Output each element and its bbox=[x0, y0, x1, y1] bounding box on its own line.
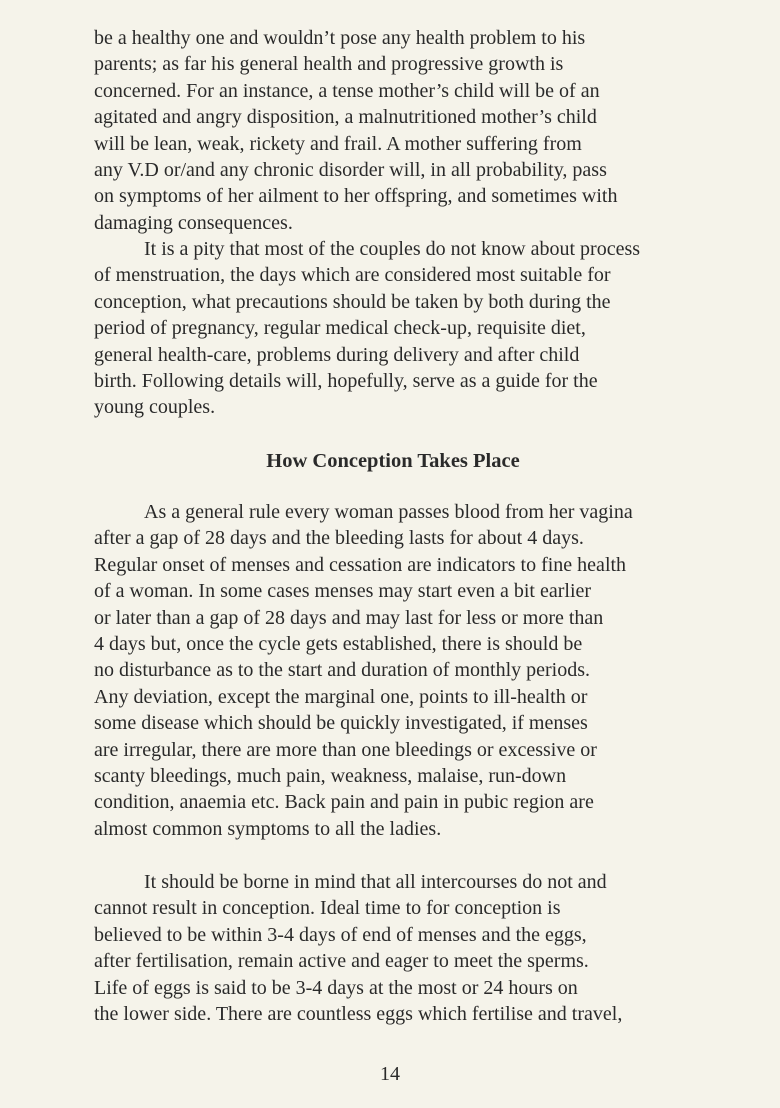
text-line: any V.D or/and any chronic disorder will, in all probability, pass bbox=[94, 158, 607, 181]
text-line: parents; as far his general health and progressive growth is bbox=[94, 53, 564, 76]
text-line: It should be borne in mind that all intercourses do not and bbox=[144, 871, 607, 893]
text-line: of menstruation, the days which are considered most suitable for bbox=[94, 264, 611, 287]
text-line: believed to be within 3-4 days of end of menses and the eggs, bbox=[94, 923, 587, 946]
text-line: the lower side. There are countless eggs which fertilise and travel, bbox=[94, 1002, 623, 1025]
text-line: young couples. bbox=[94, 396, 216, 419]
text-line: concerned. For an instance, a tense mother’s child will be of an bbox=[94, 79, 600, 102]
text-line: 4 days but, once the cycle gets established, there is should be bbox=[94, 632, 583, 655]
text-line: on symptoms of her ailment to her offspring, and sometimes with bbox=[94, 185, 618, 208]
text-line: damaging consequences. bbox=[94, 211, 293, 234]
text-line: Any deviation, except the marginal one, points to ill-health or bbox=[94, 685, 588, 708]
page-number: 14 bbox=[380, 1063, 400, 1085]
text-line: cannot result in conception. Ideal time to for conception is bbox=[94, 897, 561, 920]
text-line: It is a pity that most of the couples do not know about process bbox=[144, 238, 641, 260]
text-line: some disease which should be quickly investigated, if menses bbox=[94, 712, 588, 735]
text-line: general health-care, problems during delivery and after child bbox=[94, 343, 580, 366]
text-line: period of pregnancy, regular medical check-up, requisite diet, bbox=[94, 317, 586, 340]
text-line: condition, anaemia etc. Back pain and pain in pubic region are bbox=[94, 791, 594, 814]
paragraph-1 bbox=[94, 25, 692, 236]
text-line: after a gap of 28 days and the bleeding lasts for about 4 days. bbox=[94, 527, 584, 550]
text-line: birth. Following details will, hopefully, serve as a guide for the bbox=[94, 369, 598, 392]
paragraph-3 bbox=[94, 499, 692, 842]
text-line: scanty bleedings, much pain, weakness, malaise, run-down bbox=[94, 764, 567, 787]
paragraph-2 bbox=[94, 236, 692, 421]
text-line: will be lean, weak, rickety and frail. A mother suffering from bbox=[94, 132, 582, 155]
text-line: Life of eggs is said to be 3-4 days at the most or 24 hours on bbox=[94, 976, 578, 999]
section-heading: How Conception Takes Place bbox=[266, 450, 520, 472]
text-line: no disturbance as to the start and duration of monthly periods. bbox=[94, 659, 591, 682]
text-line: or later than a gap of 28 days and may last for less or more than bbox=[94, 606, 604, 629]
text-line: conception, what precautions should be taken by both during the bbox=[94, 290, 611, 313]
text-line: are irregular, there are more than one bleedings or excessive or bbox=[94, 738, 597, 761]
text-line: after fertilisation, remain active and eager to meet the sperms. bbox=[94, 950, 589, 973]
text-line: be a healthy one and wouldn’t pose any health problem to his bbox=[94, 27, 586, 49]
paragraph-4 bbox=[94, 869, 692, 1027]
text-line: Regular onset of menses and cessation are indicators to fine health bbox=[94, 553, 627, 576]
text-line: agitated and angry disposition, a malnutritioned mother’s child bbox=[94, 106, 597, 129]
text-line: As a general rule every woman passes blood from her vagina bbox=[144, 501, 633, 523]
text-line: almost common symptoms to all the ladies. bbox=[94, 817, 442, 840]
text-line: of a woman. In some cases menses may start even a bit earlier bbox=[94, 580, 592, 603]
